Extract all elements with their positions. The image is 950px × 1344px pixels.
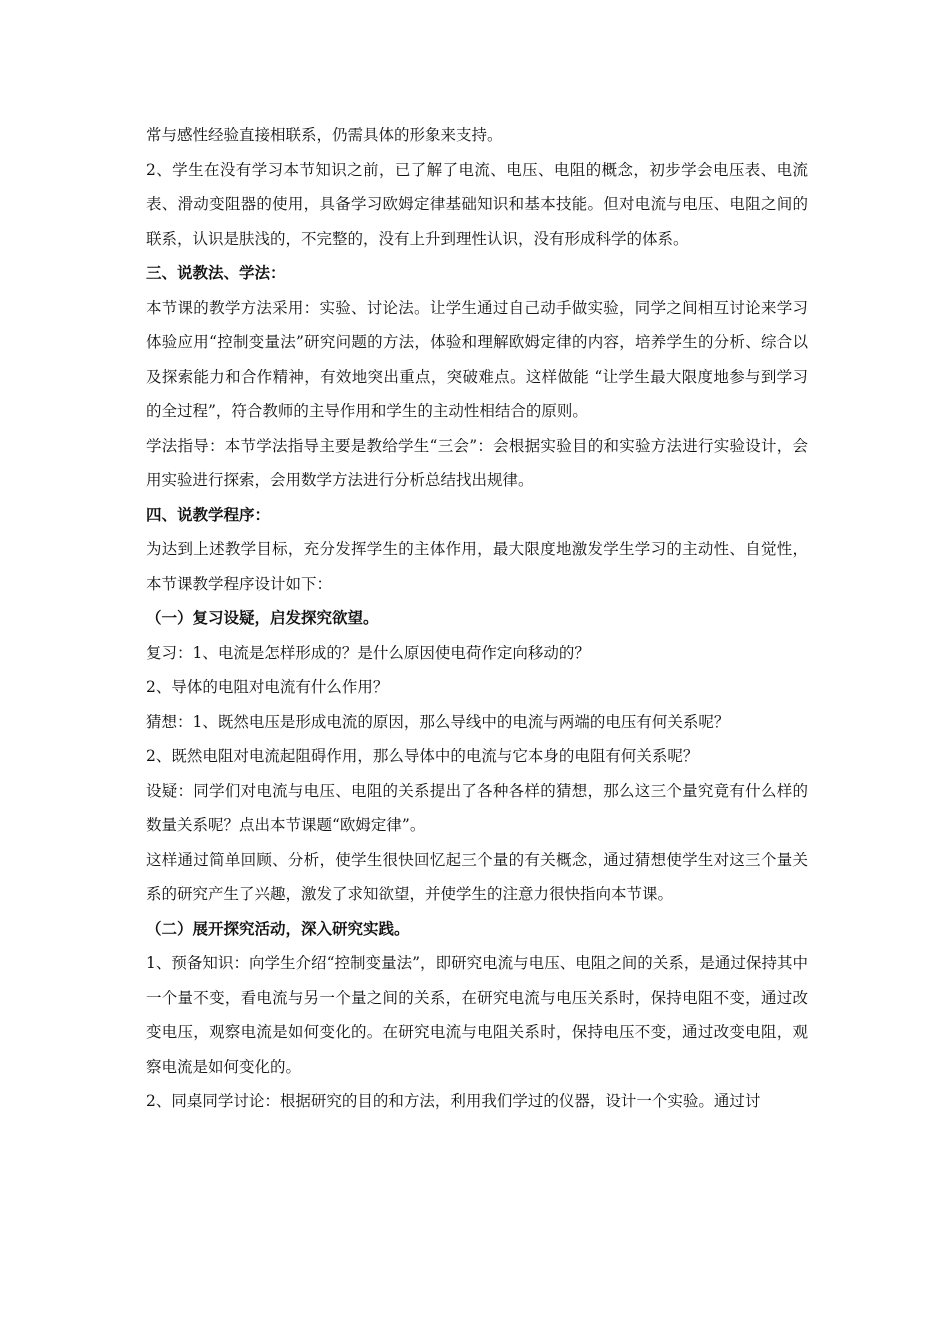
subsection-heading-2: （二）展开探究活动，深入研究实践。 xyxy=(146,918,410,938)
subsection-heading-1: （一）复习设疑，启发探究欲望。 xyxy=(146,608,379,627)
document-page xyxy=(146,118,808,1119)
paragraph-16: 1、预备知识：向学生介绍“控制变量法”，即研究电流与电压、电阻之间的关系，是通过保持其中一个量不变，看电流与另一个量之间的关系，在研究电流与电压关系时，保持电阻不变，通过改变电压，观察电流是如何变化的。在研究电流与电阻关系时，保持电压不变，通过改变电阻，观察电流是如何变化的。 xyxy=(146,954,808,1076)
paragraph-4: 本节课的教学方法采用：实验、讨论法。让学生通过自己动手做实验，同学之间相互讨论来学习体验应用“控制变量法”研究问题的方法，体验和理解欧姆定律的内容，培养学生的分析、综合以及探索能力和合作精神，有效地突出重点，突破难点。这样做能 “让学生最大限度地参与到学习的全过程”，符合教师的主导作用和学生的主动性相结合的原则。 xyxy=(146,298,808,420)
paragraph-17: 2、同桌同学讨论：根据研究的目的和方法，利用我们学过的仪器，设计一个实验。通过讨 xyxy=(146,1092,761,1110)
paragraph-1: 常与感性经验直接相联系，仍需具体的形象来支持。 xyxy=(146,126,503,144)
paragraph-10: 2、导体的电阻对电流有什么作用？ xyxy=(146,678,389,696)
paragraph-9: 复习：1、电流是怎样形成的？是什么原因使电荷作定向移动的？ xyxy=(146,643,590,662)
section-heading-4: 四、说教学程序： xyxy=(146,504,271,524)
paragraph-13: 设疑：同学们对电流与电压、电阻的关系提出了各种各样的猜想，那么这三个量究竟有什么样的数量关系呢？点出本节课题“欧姆定律”。 xyxy=(146,781,808,834)
paragraph-5: 学法指导：本节学法指导主要是教给学生“三会”：会根据实验目的和实验方法进行实验设计，会用实验进行探索，会用数学方法进行分析总结找出规律。 xyxy=(146,436,808,489)
section-heading-3: 三、说教法、学法： xyxy=(146,263,286,282)
paragraph-14: 这样通过简单回顾、分析，使学生很快回忆起三个量的有关概念，通过猜想使学生对这三个量关系的研究产生了兴趣，激发了求知欲望，并使学生的注意力很快指向本节课。 xyxy=(146,850,808,903)
paragraph-7: 为达到上述教学目标，充分发挥学生的主体作用，最大限度地激发学生学习的主动性、自觉性，本节课教学程序设计如下： xyxy=(146,540,808,593)
paragraph-2: 2、学生在没有学习本节知识之前，已了解了电流、电压、电阻的概念，初步学会电压表、电流表、滑动变阻器的使用，具备学习欧姆定律基础知识和基本技能。但对电流与电压、电阻之间的联系，认识是肤浅的，不完整的，没有上升到理性认识，没有形成科学的体系。 xyxy=(146,160,808,248)
paragraph-12: 2、既然电阻对电流起阻碍作用，那么导体中的电流与它本身的电阻有何关系呢？ xyxy=(146,747,699,765)
paragraph-11: 猜想：1、既然电压是形成电流的原因，那么导线中的电流与两端的电压有何关系呢？ xyxy=(146,712,730,731)
